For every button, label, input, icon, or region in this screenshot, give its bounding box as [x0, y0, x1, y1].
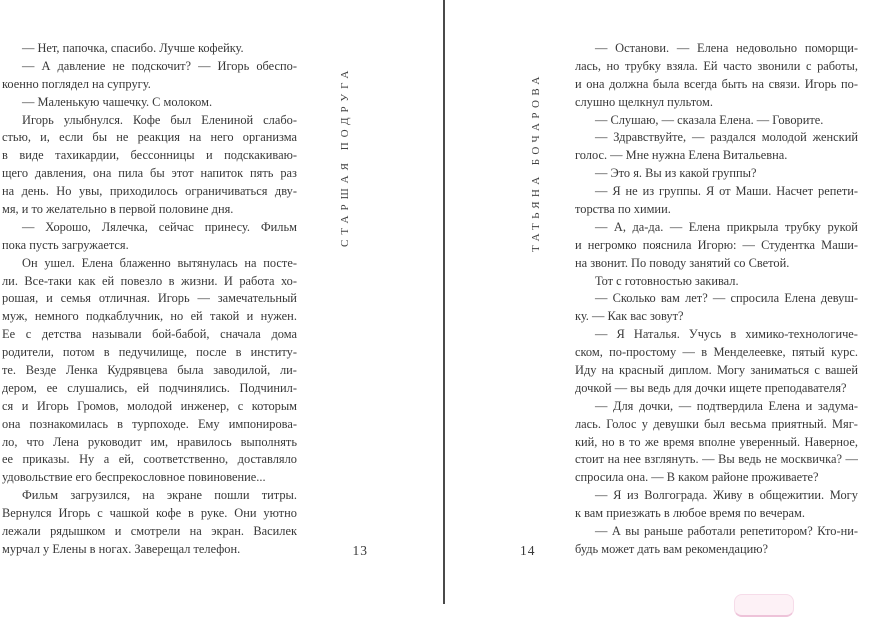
text-line: стоит на нее взглянуть. — Вы ведь не москвичка? — [575, 452, 858, 467]
text-line: ском, по-простому — в Менделеевке, пятый курс. [575, 345, 858, 360]
text-line: — Это я. Вы из какой группы? [595, 166, 757, 181]
text-line: стью, и, если бы не реакция на него организма [2, 130, 297, 145]
text-line: — А, да-да. — Елена прикрыла трубку рукой [595, 219, 858, 234]
running-title: ТАТЬЯНА БОЧАРОВА [530, 72, 542, 252]
text-line: — Слушаю, — сказала Елена. — Говорите. [595, 112, 824, 127]
text-line: рошая, и семья отличная. Игорь — замечательный [2, 291, 297, 306]
text-line: удовольствие его беспрекословное повиновение... [2, 470, 266, 485]
text-line: ся и Игорь Громов, молодой инженер, с которым [2, 398, 297, 413]
text-line: и она должна была всегда быть на связи. Игорь по- [575, 76, 858, 91]
text-line: она познакомилась в турпоходе. Ему импонирова- [2, 416, 297, 431]
text-line: муж, немного подкаблучник, но ей такой и нужен. [2, 309, 297, 324]
text-line: слушно щелкнул пультом. [575, 94, 713, 109]
text-line: ку. — Как вас зовут? [575, 309, 684, 324]
text-line: ее приказы. Ну а ей, соответственно, доставляло [2, 452, 297, 467]
text-line: — А вы раньше работали репетитором? Кто-ни- [595, 524, 858, 539]
left-text-column [2, 40, 297, 559]
text-line: ли. Все-таки как ей повезло в жизни. И работа хо- [2, 273, 297, 288]
text-line: в виде тахикардии, бессонницы и подскакиваю- [2, 148, 297, 163]
text-line: — Для дочки, — подтвердила Елена и задума- [595, 398, 858, 413]
text-line: коенно поглядел на супругу. [2, 76, 151, 91]
text-line: лась, но трубку взяла. Ей часто звонили с работы, [575, 58, 858, 73]
text-line: мя, и то желательно в первой половине дня. [2, 202, 234, 217]
text-line: — Сколько вам лет? — спросила Елена девуш- [595, 291, 858, 306]
text-line: — А давление не подскочит? — Игорь обеспо- [22, 58, 297, 73]
text-line: голос. — Мне нужна Елена Витальевна. [575, 148, 788, 163]
text-line: мурчал у Елены в ногах. Заверещал телефон. [2, 541, 241, 556]
text-line: дочкой — вы ведь для дочки ищете преподавателя? [575, 380, 847, 395]
page-number: 13 [352, 543, 368, 558]
text-line: щего давления, она пила бы этот напиток пять раз [2, 166, 297, 181]
text-line: лежали рядышком и смотрели на экран. Василек [2, 524, 297, 539]
text-line: Тот с готовностью закивал. [595, 273, 739, 288]
text-line: те. Везде Ленка Кудрявцева была заводилой, ли- [2, 363, 297, 378]
text-line: Он ушел. Елена блаженно вытянулась на посте- [22, 255, 297, 270]
text-line: дером, ее слушались, ей подчинялись. Подчинил- [2, 380, 297, 395]
text-line: на день. Но увы, приходилось ограничиваться дву- [2, 184, 297, 199]
right-page[interactable] [445, 0, 888, 610]
page-number: 14 [520, 543, 536, 558]
text-line: — Нет, папочка, спасибо. Лучше кофейку. [22, 41, 244, 55]
text-line: будь может дать вам рекомендацию? [575, 541, 769, 556]
text-line: — Маленькую чашечку. С молоком. [22, 94, 213, 109]
text-line: к вам приезжать в любое время по вечерам. [575, 506, 806, 521]
text-line: — Здравствуйте, — раздался молодой женский [595, 130, 858, 145]
text-line: родители, потом в педучилище, после в институ- [2, 345, 297, 360]
partial-pink-button[interactable] [734, 594, 794, 617]
text-line: ло, что Лена руководит им, нравилось выполнять [2, 434, 297, 449]
left-page[interactable] [0, 0, 443, 610]
text-line: — Останови. — Елена недовольно поморщи- [595, 41, 858, 55]
text-line: Ее с детства называли бой-бабой, сначала дома [2, 327, 297, 342]
running-title: СТАРШАЯ ПОДРУГА [339, 65, 351, 247]
text-line: торства по химии. [575, 202, 671, 217]
text-line: спросила она. — В каком районе проживаете? [575, 470, 819, 485]
text-line: кий, но в то же время вполне уверенный. Наверное, [575, 434, 858, 449]
text-line: Игорь улыбнулся. Кофе был Елениной слабо- [22, 112, 297, 127]
text-line: Иду на красный диплом. Могу заниматься с вашей [575, 363, 858, 378]
text-line: на звонит. По поводу занятий со Светой. [575, 255, 790, 270]
text-line: Фильм загрузился, на экране пошли титры. [22, 488, 297, 503]
text-line: — Я из Волгограда. Живу в общежитии. Могу [595, 488, 858, 503]
text-line: и негромко пояснила Игорю: — Студентка Маши- [575, 237, 858, 252]
text-line: — Я не из группы. Я от Маши. Насчет репети- [595, 184, 858, 199]
text-line: — Хорошо, Лялечка, сейчас принесу. Фильм [22, 219, 297, 234]
text-line: — Я Наталья. Учусь в химико-технологиче- [595, 327, 858, 342]
text-line: Вернулся Игорь с чашкой кофе в руке. Они уютно [2, 506, 297, 521]
text-line: пока пусть загружается. [2, 237, 129, 252]
right-text-column [575, 40, 858, 559]
text-line: лась. Голос у девушки был весьма приятный. Мяг- [575, 416, 858, 431]
